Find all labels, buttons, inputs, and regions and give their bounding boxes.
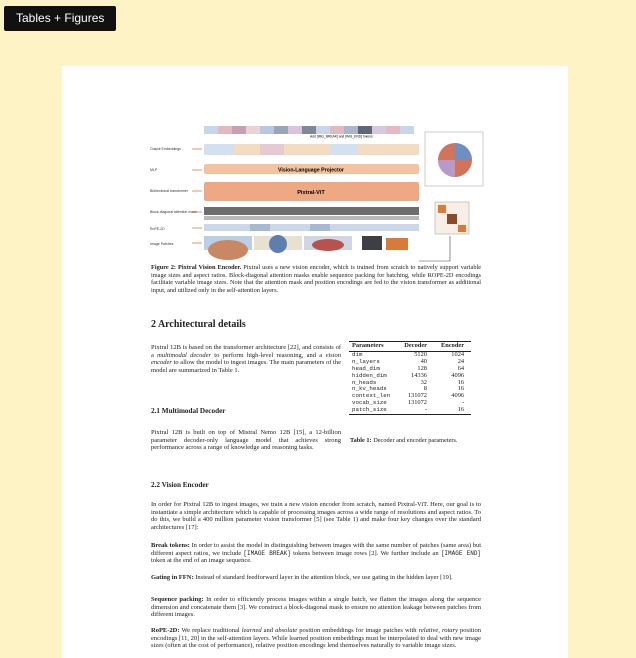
rope-title: RoPE-2D: bbox=[151, 627, 180, 634]
image-patches-row bbox=[204, 235, 408, 260]
table-cell: dim bbox=[352, 350, 363, 358]
side-label-rope: RoPE-2D bbox=[150, 227, 165, 231]
rope-em-relative: relative bbox=[418, 627, 439, 634]
intro-em-decoder: multimodal decoder bbox=[157, 351, 211, 359]
table-cell: n_layers bbox=[352, 357, 380, 365]
side-label-transformer: Bidirectional transformer bbox=[150, 189, 188, 193]
break-text-1: In order to assist the model in distinguishing between images with the same number of patches (same area) but different aspect ratios, we include bbox=[151, 542, 482, 557]
table-cell: 4096 bbox=[451, 371, 465, 379]
rope-em-absolute: absolute bbox=[275, 627, 298, 634]
side-label-output: Output Embeddings bbox=[150, 147, 181, 151]
decoder-paragraph: Pixtral 12B is built on top of Mistral Nemo 12B [15], a 12-billion parameter decoder-only language model that achieves strong performance across a range of knowledge and reasoning tasks. bbox=[151, 429, 341, 452]
figure-caption-text: Pixtral uses a new vision encoder, which is trained from scratch to natively support variable image sizes and aspect ratios. Block-diagonal attention masks enable sequence packing for batching, while ROPE-2D encodings facilitate variable image sizes. Note that the attention mask and position encodings are fed to the vision transformer as additional input, and utilized only in the self-attention layers. bbox=[151, 264, 482, 294]
intro-em-encoder: vision encoder bbox=[151, 351, 341, 367]
table-cell: 32 bbox=[420, 378, 427, 386]
figure-caption-title: Figure 2: Pixtral Vision Encoder. bbox=[151, 264, 242, 271]
break-tokens-title: Break tokens: bbox=[151, 542, 190, 549]
gating-paragraph bbox=[151, 574, 481, 582]
table-caption-text: Decoder and encoder parameters. bbox=[373, 437, 458, 444]
table-header: Parameters bbox=[352, 342, 384, 349]
table-cell: 1024 bbox=[451, 350, 465, 358]
table-cell: context_len bbox=[352, 392, 391, 400]
rope-text-5: position encodings [11, 20] in the self-attention layers. While learned position embeddings must be interpolated to deal with new image sizes (often at the cost of performance), relative position encodings lend themselves naturally to variable image sizes. bbox=[151, 627, 481, 650]
table-cell: 24 bbox=[457, 357, 465, 365]
table-caption bbox=[350, 437, 457, 444]
rope-em-rotary: rotary bbox=[441, 627, 458, 634]
vit-label: Pixtral-ViT bbox=[297, 190, 325, 196]
figure-caption bbox=[151, 264, 481, 294]
break-text-2: tokens between image rows [2]. We further include an bbox=[290, 549, 441, 557]
table-cell: vocab_size bbox=[352, 399, 387, 407]
table-cell: n_heads bbox=[352, 378, 377, 386]
table-cell: 5120 bbox=[414, 350, 427, 358]
rope-paragraph bbox=[151, 627, 481, 650]
paper-page bbox=[62, 66, 568, 658]
side-label-mlp: MLP bbox=[150, 168, 158, 172]
table-cell: - bbox=[461, 399, 465, 407]
rope-text-2: and bbox=[261, 627, 276, 634]
tables-figures-tag[interactable]: Tables + Figures bbox=[4, 6, 116, 31]
table-cell: 128 bbox=[417, 364, 427, 372]
table-cell: 16 bbox=[457, 406, 465, 414]
block-mask-panel bbox=[435, 202, 469, 234]
table-cell: 131072 bbox=[407, 392, 427, 400]
rope-strip bbox=[204, 224, 419, 231]
mask-connector bbox=[419, 236, 450, 261]
table-header-row bbox=[349, 342, 471, 352]
table-header: Decoder bbox=[404, 342, 427, 349]
image-end-code: [IMAGE END] bbox=[440, 549, 482, 557]
gating-title: Gating in FFN: bbox=[151, 574, 194, 581]
break-text-3: token at the end of an image sequence. bbox=[151, 557, 252, 565]
sequence-packing-title: Sequence packing: bbox=[151, 596, 204, 603]
table-row bbox=[349, 407, 471, 414]
embeddings-row bbox=[204, 144, 419, 155]
side-arrows bbox=[192, 149, 202, 243]
intro-text-1: Pixtral 12B is based on the transformer architecture [22], and consists of a bbox=[151, 344, 341, 359]
image-break-code: [IMAGE BREAK] bbox=[243, 549, 291, 557]
output-embeddings-strip bbox=[204, 126, 414, 134]
rope-text-3: position embeddings for image patches with bbox=[297, 627, 419, 634]
side-label-patches: Image Patches bbox=[150, 242, 174, 246]
subsection-heading-encoder: 2.2 Vision Encoder bbox=[151, 481, 209, 489]
table-cell: 16 bbox=[457, 378, 465, 386]
sequence-packing-text: In order to efficiently process images within a single batch, we flatten the images along the sequence dimension and concatenate them [3]. We construct a block-diagonal mask to ensure no attention leakage between patches from different images. bbox=[151, 596, 482, 619]
sequence-packing-paragraph bbox=[151, 596, 481, 619]
intro-text-3: to allow the model to ingest images. The main parameters of the model are summarized in Table 1. bbox=[151, 359, 341, 375]
parameters-table bbox=[349, 341, 471, 415]
rope-em-learned: learned bbox=[241, 627, 262, 634]
rope-text-1: We replace traditional bbox=[181, 627, 242, 634]
table-header: Encoder bbox=[441, 342, 465, 349]
gating-text: Instead of standard feedforward layer in the attention block, we use gating in the hidden layer [19]. bbox=[195, 574, 453, 581]
table-cell: - bbox=[424, 406, 427, 414]
table-cell: 4096 bbox=[451, 392, 465, 400]
subsection-heading-decoder: 2.1 Multimodal Decoder bbox=[151, 407, 226, 415]
break-tokens-paragraph bbox=[151, 542, 481, 565]
attention-mask-strip bbox=[204, 207, 419, 220]
add-tokens-note: Add [IMG_BREAK] and [IMG_END] tokens bbox=[310, 134, 373, 139]
table-cell: 40 bbox=[420, 357, 427, 365]
table-cell: 14336 bbox=[411, 371, 427, 379]
section-heading: 2 Architectural details bbox=[151, 319, 246, 330]
intro-text-2: to perform high-level reasoning, and a bbox=[211, 351, 326, 359]
attention-heatmap-panel bbox=[425, 132, 483, 186]
encoder-paragraph: In order for Pixtral 12B to ingest images, we train a new vision encoder from scratch, named Pixtral-ViT. Here, our goal is to instantiate a simple architecture which is capable of processing images across a wide range of resolutions and aspect ratios. To do this, we build a 400 million parameter vision transformer [5] (see Table 1) and make four key changes over the standard architectures [17]: bbox=[151, 501, 481, 532]
intro-paragraph bbox=[151, 344, 341, 375]
table-cell: 16 bbox=[457, 385, 465, 393]
table-cell: head_dim bbox=[352, 364, 380, 372]
projector-label: Vision-Language Projector bbox=[278, 167, 344, 174]
table-cell: n_kv_heads bbox=[352, 385, 387, 393]
rope-text-4: , bbox=[438, 627, 442, 634]
table-cell: hidden_dim bbox=[352, 371, 387, 379]
table-cell: 8 bbox=[423, 385, 427, 393]
side-label-mask: Block-diagonal attention mask bbox=[150, 210, 197, 214]
table-caption-title: Table 1: bbox=[350, 437, 372, 444]
table-cell: patch_size bbox=[352, 406, 387, 414]
table-cell: 64 bbox=[457, 364, 465, 372]
table-cell: 131072 bbox=[407, 399, 427, 407]
